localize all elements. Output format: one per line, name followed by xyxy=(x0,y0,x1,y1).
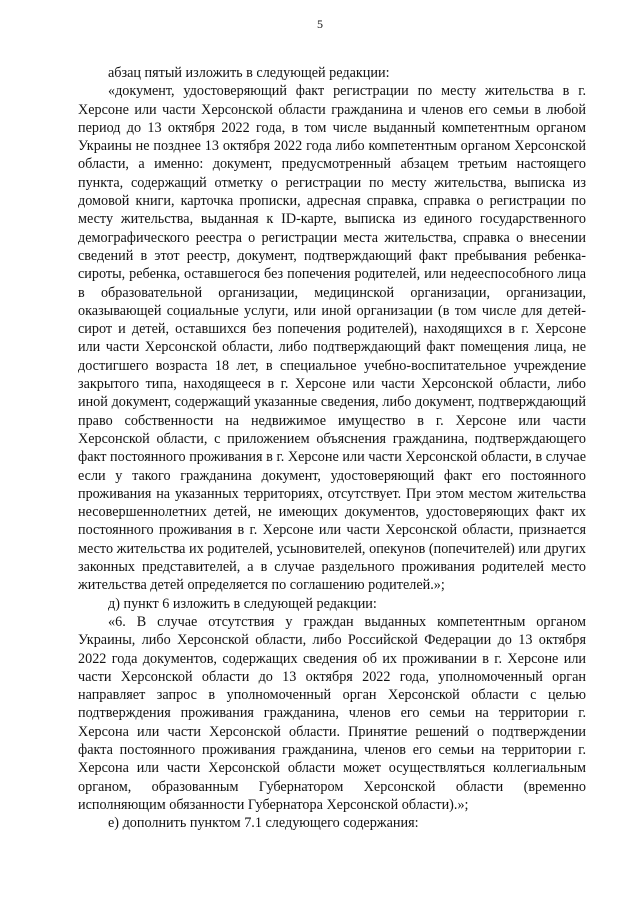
paragraph-point-6: «6. В случае отсутствия у граждан выданных компетентным органом Украины, либо Херсонской области, либо Российской Федерации до 13 октября 2022 года документов, содержащих сведения об их проживании в г. Херсоне или части Херсонской области до 13 октября 2022 года, уполномоченный орган направляет запрос в уполномоченный орган Херсонской области с целью подтверждения проживания гражданина, членов его семьи на территории г. Херсона или части Херсонской области. Принятие решений о подтверждении факта постоянного проживания гражданина, членов его семьи на территории г. Херсона или части Херсонской области может осуществляться коллегиальным органом, образованным Губернатором Херсонской области (временно исполняющим обязанности Губернатора Херсонской области).»; xyxy=(78,613,586,813)
document-body xyxy=(78,64,586,832)
paragraph-document-definition: «документ, удостоверяющий факт регистрации по месту жительства в г. Херсоне или части Херсонской области гражданина и членов его семьи в любой период до 13 октября 2022 года, в том числе выданный компетентным органом Украины не позднее 13 октября 2022 года либо компетентным органом Херсонской области, а именно: документ, предусмотренный абзацем третьим настоящего пункта, содержащий отметку о регистрации по месту жительства, выписка из домовой книги, карточка прописки, адресная справка, справка о регистрации по месту жительства, выданная к ID-карте, выписка из единого государственного демографического реестра о регистрации места жительства, справка о внесении сведений в этот реестр, документ, подтверждающий факт пребывания ребенка-сироты, ребенка, оставшегося без попечения родителей, или недееспособного лица в образовательной организации, медицинской организации, организации, оказывающей социальные услуги, или иной организации (в том числе для детей-сирот и детей, оставшихся без попечения родителей), находящихся в г. Херсоне или части Херсонской области, либо подтверждающий факт помещения лица, не достигшего возраста 18 лет, в специальное учебно-воспитательное учреждение закрытого типа, находящееся в г. Херсоне или части Херсонской области, либо иной документ, содержащий указанные сведения, либо документ, подтверждающий право собственности на недвижимое имущество в г. Херсоне или части Херсонской области, с приложением объяснения гражданина, подтверждающего факт постоянного проживания в г. Херсоне или части Херсонской области, в случае если у такого гражданина документ, удостоверяющий факт его постоянного проживания на указанных территориях, отсутствует. При этом местом жительства несовершеннолетних детей, не имеющих документов, удостоверяющих факт их постоянного проживания в г. Херсоне или части Херсонской области, признается место жительства их родителей, усыновителей, опекунов (попечителей) или других законных представителей, а в случае раздельного проживания родителей место жительства детей определяется по соглашению родителей.»; xyxy=(78,83,586,594)
paragraph-item-e: е) дополнить пунктом 7.1 следующего содержания: xyxy=(108,815,419,832)
page-number: 5 xyxy=(317,17,323,31)
paragraph-item-d: д) пункт 6 изложить в следующей редакции: xyxy=(108,595,377,612)
paragraph-amendment-intro: абзац пятый изложить в следующей редакции: xyxy=(108,65,390,81)
